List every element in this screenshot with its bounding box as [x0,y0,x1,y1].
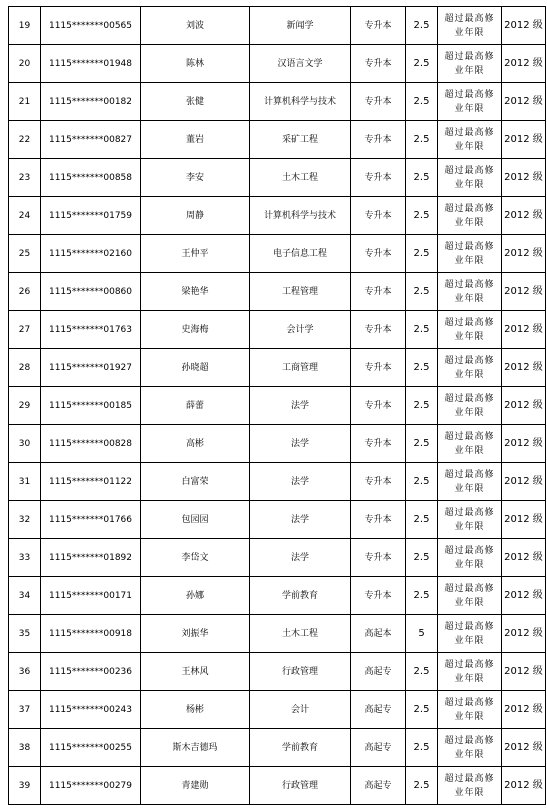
education-level-cell: 专升本 [351,45,406,83]
table-row [9,349,546,387]
grade-cell: 2012 级 [502,425,546,463]
table-row [9,729,546,767]
grade-cell: 2012 级 [502,767,546,805]
duration-cell: 2.5 [406,159,438,197]
duration-cell: 2.5 [406,311,438,349]
status-cell: 超过最高修业年限 [438,539,502,577]
education-level-cell: 专升本 [351,425,406,463]
duration-cell: 2.5 [406,653,438,691]
major-cell: 计算机科学与技术 [250,197,351,235]
table-row [9,767,546,805]
education-level-cell: 高起本 [351,615,406,653]
grade-cell: 2012 级 [502,273,546,311]
major-cell: 计算机科学与技术 [250,83,351,121]
student-name-cell: 王林风 [141,653,250,691]
status-cell: 超过最高修业年限 [438,197,502,235]
student-id-cell: 1115*******00182 [41,83,141,121]
student-name-cell: 董岩 [141,121,250,159]
grade-cell: 2012 级 [502,463,546,501]
status-cell: 超过最高修业年限 [438,729,502,767]
duration-cell: 2.5 [406,45,438,83]
duration-cell: 2.5 [406,197,438,235]
row-number-cell: 32 [9,501,41,539]
row-number-cell: 36 [9,653,41,691]
status-cell: 超过最高修业年限 [438,615,502,653]
education-level-cell: 专升本 [351,235,406,273]
education-level-cell: 专升本 [351,121,406,159]
major-cell: 工程管理 [250,273,351,311]
student-id-cell: 1115*******00171 [41,577,141,615]
education-level-cell: 专升本 [351,463,406,501]
table-row [9,235,546,273]
major-cell: 行政管理 [250,767,351,805]
student-id-cell: 1115*******00858 [41,159,141,197]
duration-cell: 2.5 [406,501,438,539]
duration-cell: 2.5 [406,121,438,159]
grade-cell: 2012 级 [502,45,546,83]
student-id-cell: 1115*******00565 [41,7,141,45]
row-number-cell: 31 [9,463,41,501]
grade-cell: 2012 级 [502,159,546,197]
grade-cell: 2012 级 [502,387,546,425]
status-cell: 超过最高修业年限 [438,159,502,197]
student-id-cell: 1115*******00236 [41,653,141,691]
row-number-cell: 26 [9,273,41,311]
status-cell: 超过最高修业年限 [438,691,502,729]
student-id-cell: 1115*******01948 [41,45,141,83]
student-name-cell: 史海梅 [141,311,250,349]
row-number-cell: 22 [9,121,41,159]
duration-cell: 2.5 [406,7,438,45]
row-number-cell: 29 [9,387,41,425]
major-cell: 学前教育 [250,577,351,615]
education-level-cell: 专升本 [351,387,406,425]
student-id-cell: 1115*******01122 [41,463,141,501]
major-cell: 会计 [250,691,351,729]
student-id-cell: 1115*******01766 [41,501,141,539]
education-level-cell: 高起专 [351,653,406,691]
status-cell: 超过最高修业年限 [438,577,502,615]
student-id-cell: 1115*******00185 [41,387,141,425]
student-name-cell: 杨彬 [141,691,250,729]
student-id-cell: 1115*******01927 [41,349,141,387]
status-cell: 超过最高修业年限 [438,349,502,387]
duration-cell: 2.5 [406,273,438,311]
education-level-cell: 专升本 [351,311,406,349]
student-id-cell: 1115*******00255 [41,729,141,767]
student-name-cell: 王仲平 [141,235,250,273]
student-id-cell: 1115*******00860 [41,273,141,311]
student-id-cell: 1115*******01892 [41,539,141,577]
grade-cell: 2012 级 [502,197,546,235]
student-name-cell: 李安 [141,159,250,197]
row-number-cell: 23 [9,159,41,197]
student-name-cell: 孙晓超 [141,349,250,387]
education-level-cell: 专升本 [351,349,406,387]
table-row [9,83,546,121]
duration-cell: 2.5 [406,425,438,463]
major-cell: 学前教育 [250,729,351,767]
student-name-cell: 包园园 [141,501,250,539]
student-name-cell: 斯木吉德玛 [141,729,250,767]
duration-cell: 2.5 [406,83,438,121]
education-level-cell: 高起专 [351,767,406,805]
table-row [9,387,546,425]
major-cell: 汉语言文学 [250,45,351,83]
table-body [9,7,546,805]
status-cell: 超过最高修业年限 [438,501,502,539]
status-cell: 超过最高修业年限 [438,425,502,463]
student-name-cell: 白富荣 [141,463,250,501]
student-name-cell: 李岱文 [141,539,250,577]
major-cell: 会计学 [250,311,351,349]
status-cell: 超过最高修业年限 [438,121,502,159]
student-name-cell: 陈林 [141,45,250,83]
student-name-cell: 高彬 [141,425,250,463]
duration-cell: 2.5 [406,349,438,387]
row-number-cell: 37 [9,691,41,729]
major-cell: 法学 [250,425,351,463]
education-level-cell: 专升本 [351,159,406,197]
grade-cell: 2012 级 [502,691,546,729]
table-row [9,577,546,615]
table-row [9,463,546,501]
education-level-cell: 专升本 [351,197,406,235]
row-number-cell: 34 [9,577,41,615]
student-name-cell: 刘波 [141,7,250,45]
status-cell: 超过最高修业年限 [438,767,502,805]
student-records-table [8,6,546,805]
education-level-cell: 专升本 [351,501,406,539]
status-cell: 超过最高修业年限 [438,235,502,273]
student-name-cell: 梁艳华 [141,273,250,311]
student-id-cell: 1115*******01763 [41,311,141,349]
student-id-cell: 1115*******00918 [41,615,141,653]
education-level-cell: 专升本 [351,577,406,615]
grade-cell: 2012 级 [502,615,546,653]
row-number-cell: 38 [9,729,41,767]
table-row [9,691,546,729]
student-id-cell: 1115*******00827 [41,121,141,159]
major-cell: 法学 [250,387,351,425]
education-level-cell: 高起专 [351,691,406,729]
table-row [9,615,546,653]
student-name-cell: 青建勋 [141,767,250,805]
grade-cell: 2012 级 [502,501,546,539]
major-cell: 工商管理 [250,349,351,387]
status-cell: 超过最高修业年限 [438,653,502,691]
table-row [9,311,546,349]
major-cell: 土木工程 [250,615,351,653]
duration-cell: 2.5 [406,235,438,273]
student-name-cell: 张健 [141,83,250,121]
row-number-cell: 28 [9,349,41,387]
duration-cell: 2.5 [406,387,438,425]
row-number-cell: 25 [9,235,41,273]
major-cell: 新闻学 [250,7,351,45]
student-id-cell: 1115*******00243 [41,691,141,729]
duration-cell: 2.5 [406,691,438,729]
row-number-cell: 30 [9,425,41,463]
student-id-cell: 1115*******02160 [41,235,141,273]
grade-cell: 2012 级 [502,311,546,349]
row-number-cell: 35 [9,615,41,653]
status-cell: 超过最高修业年限 [438,273,502,311]
grade-cell: 2012 级 [502,7,546,45]
grade-cell: 2012 级 [502,121,546,159]
row-number-cell: 24 [9,197,41,235]
table-row [9,273,546,311]
status-cell: 超过最高修业年限 [438,7,502,45]
row-number-cell: 27 [9,311,41,349]
status-cell: 超过最高修业年限 [438,463,502,501]
student-name-cell: 周静 [141,197,250,235]
table-row [9,7,546,45]
table-row [9,159,546,197]
row-number-cell: 33 [9,539,41,577]
table-row [9,197,546,235]
grade-cell: 2012 级 [502,653,546,691]
student-name-cell: 刘振华 [141,615,250,653]
duration-cell: 2.5 [406,729,438,767]
student-id-cell: 1115*******01759 [41,197,141,235]
major-cell: 行政管理 [250,653,351,691]
student-name-cell: 薛蕾 [141,387,250,425]
table-row [9,653,546,691]
duration-cell: 5 [406,615,438,653]
grade-cell: 2012 级 [502,577,546,615]
duration-cell: 2.5 [406,463,438,501]
education-level-cell: 专升本 [351,273,406,311]
status-cell: 超过最高修业年限 [438,45,502,83]
grade-cell: 2012 级 [502,729,546,767]
status-cell: 超过最高修业年限 [438,83,502,121]
student-id-cell: 1115*******00279 [41,767,141,805]
duration-cell: 2.5 [406,577,438,615]
grade-cell: 2012 级 [502,349,546,387]
grade-cell: 2012 级 [502,235,546,273]
table-row [9,539,546,577]
student-id-cell: 1115*******00828 [41,425,141,463]
duration-cell: 2.5 [406,539,438,577]
table-row [9,45,546,83]
education-level-cell: 专升本 [351,7,406,45]
major-cell: 电子信息工程 [250,235,351,273]
table-row [9,121,546,159]
student-name-cell: 孙娜 [141,577,250,615]
major-cell: 土木工程 [250,159,351,197]
grade-cell: 2012 级 [502,539,546,577]
duration-cell: 2.5 [406,767,438,805]
education-level-cell: 专升本 [351,83,406,121]
row-number-cell: 20 [9,45,41,83]
row-number-cell: 39 [9,767,41,805]
education-level-cell: 高起专 [351,729,406,767]
education-level-cell: 专升本 [351,539,406,577]
major-cell: 采矿工程 [250,121,351,159]
major-cell: 法学 [250,501,351,539]
status-cell: 超过最高修业年限 [438,311,502,349]
table-row [9,501,546,539]
status-cell: 超过最高修业年限 [438,387,502,425]
grade-cell: 2012 级 [502,83,546,121]
major-cell: 法学 [250,539,351,577]
major-cell: 法学 [250,463,351,501]
row-number-cell: 19 [9,7,41,45]
row-number-cell: 21 [9,83,41,121]
table-row [9,425,546,463]
